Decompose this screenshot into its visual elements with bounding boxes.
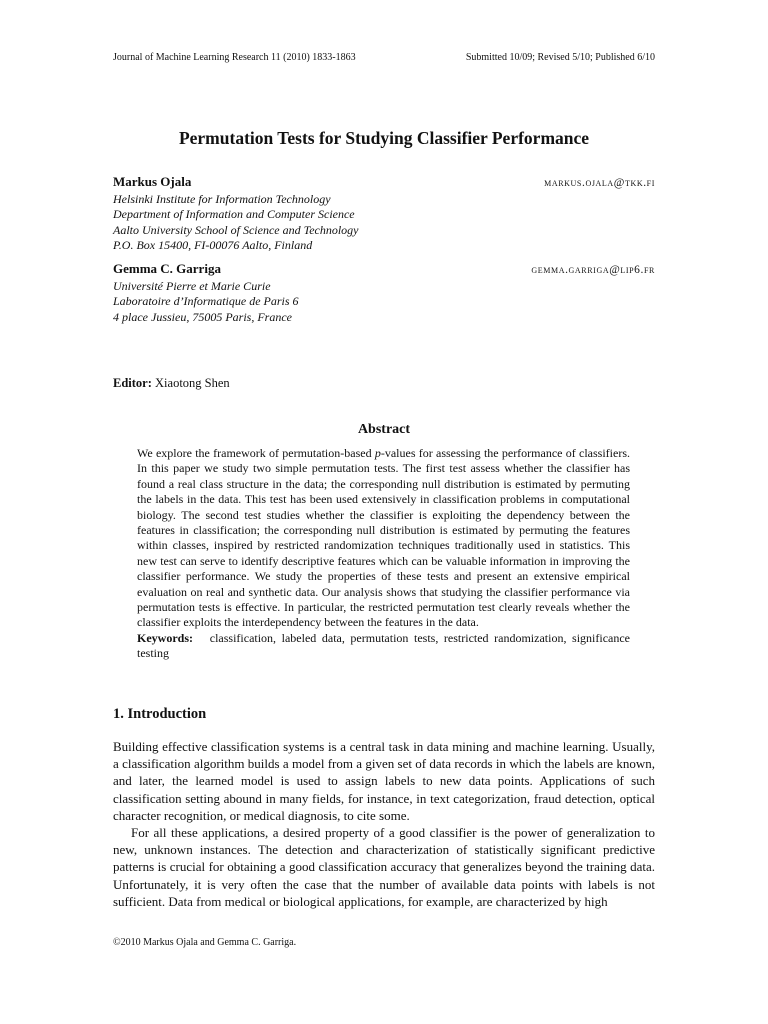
keywords-label: Keywords: bbox=[137, 630, 193, 645]
paper-title: Permutation Tests for Studying Classifier Performance bbox=[178, 128, 590, 148]
keywords-list: classification, labeled data, permutation tests, restricted randomization, significance testing bbox=[137, 630, 631, 661]
author-block-2 bbox=[113, 261, 655, 325]
affiliation-line: Helsinki Institute for Information Technology bbox=[113, 191, 331, 206]
author-name: Markus Ojala bbox=[113, 174, 192, 189]
affiliation-line: 4 place Jussieu, 75005 Paris, France bbox=[113, 309, 292, 324]
body-paragraph: For all these applications, a desired property of a good classifier is the power of generalization to new, unknown instances. The detection and characterization of statistically significant predictive patterns is crucial for obtaining a good classification accuracy that generalizes beyond the training data. Unfortunately, it is very often the case that the number of available data points with labels is not sufficient. Data from medical or biological applications, for example, are characterized by high bbox=[113, 825, 655, 909]
author-email[interactable]: markus.ojala@tkk.fi bbox=[544, 177, 655, 189]
body-paragraph: Building effective classification systems is a central task in data mining and machine learning. Usually, a classification algorithm builds a model from a given set of data records in which the labels are known, and later, the learned model is used to assign labels to new data points. Applications of such classification setting abound in many fields, for instance, in text categorization, fraud detection, optical character recognition, or medical diagnosis, to cite some. bbox=[113, 739, 655, 823]
affiliation-line: P.O. Box 15400, FI-00076 Aalto, Finland bbox=[113, 238, 313, 252]
introduction-body bbox=[113, 738, 655, 910]
affiliation-line: Aalto University School of Science and Technology bbox=[113, 222, 359, 237]
abstract-heading: Abstract bbox=[357, 422, 411, 437]
copyright-footer: ©2010 Markus Ojala and Gemma C. Garriga. bbox=[113, 937, 297, 948]
abstract-body bbox=[137, 446, 630, 662]
submission-dates: Submitted 10/09; Revised 5/10; Published 6/10 bbox=[465, 52, 655, 63]
section-heading-introduction: 1. Introduction bbox=[113, 706, 207, 722]
journal-citation: Journal of Machine Learning Research 11 (2010) 1833-1863 bbox=[113, 52, 356, 63]
editor-label: Editor: bbox=[113, 376, 152, 390]
keywords bbox=[137, 631, 630, 662]
affiliation-line: Université Pierre et Marie Curie bbox=[113, 278, 271, 293]
editor-name: Xiaotong Shen bbox=[155, 376, 230, 390]
affiliation-line: Department of Information and Computer Science bbox=[113, 207, 355, 221]
editor-line bbox=[113, 376, 230, 391]
author-email[interactable]: gemma.garriga@lip6.fr bbox=[531, 264, 655, 276]
abstract-paragraph: We explore the framework of permutation-based p-values for assessing the performance of classifiers. In this paper we study two simple permutation tests. The first test assess whether the classifier has found a real class structure in the data; the corresponding null distribution is estimated by permuting the labels in the data. This test has been used extensively in classification problems in computational biology. The second test studies whether the classifier is exploiting the dependency between the features in classification; the corresponding null distribution is estimated by permuting the features within classes, inspired by restricted randomization techniques traditionally used in statistics. This new test can serve to identify descriptive features which can be valuable information in improving the classifier performance. We study the properties of these tests and present an extensive empirical evaluation on real and synthetic data. Our analysis shows that studying the classifier performance via permutation tests is effective. In particular, the restricted permutation test clearly reveals whether the classifier exploits the interdependency between the features in the data. bbox=[137, 446, 630, 630]
author-name: Gemma C. Garriga bbox=[113, 261, 221, 276]
p-symbol: p bbox=[374, 446, 381, 460]
running-header bbox=[113, 52, 655, 63]
affiliation-line: Laboratoire d’Informatique de Paris 6 bbox=[113, 294, 299, 308]
author-block-1 bbox=[113, 174, 655, 254]
